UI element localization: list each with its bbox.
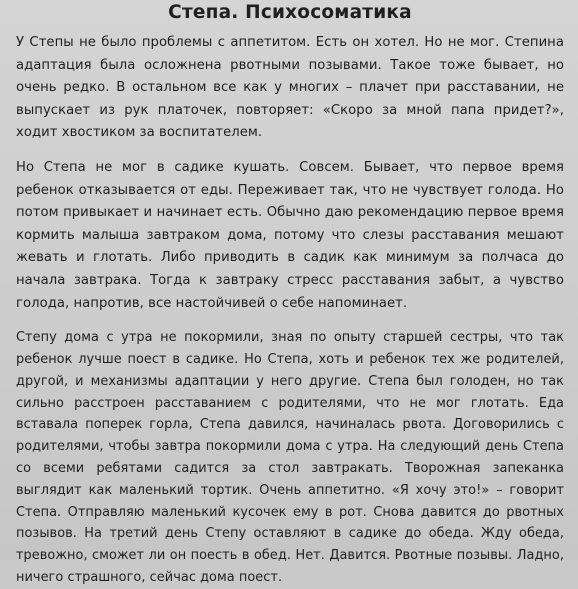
article-title: Степа. Психосоматика: [168, 2, 412, 23]
paragraph-3: Степу дома с утра не покормили, зная по опыту старшей сестры, что так ребенок лучше поест в садике. Но Степа, хоть и ребенок тех же родителей, другой, и механизмы адаптации у него другие. Степа был голоден, но так сильно расстроен расставанием с родителями, что не мог глотать. Еда вставала поперек горла, Степа давился, начиналась рвота. Договорились с родителями, чтобы завтра покормили дома с утра. На следующий день Степа со всеми ребятами садится за стол завтракать. Творожная запеканка выглядит как маленький тортик. Очень аппетитно. «Я хочу это!» – говорит Степа. Отправляю маленький кусочек ему в рот. Снова давится до рвотных позывов. На третий день Степу оставляют в садике до обеда. Жду обеда, тревожно, сможет ли он поесть в обед. Нет. Давится. Рвотные позывы. Ладно, ничего страшного, сейчас дома поест.: [16, 330, 564, 585]
paragraph-1: У Степы не было проблемы с аппетитом. Есть он хотел. Но не мог. Степина адаптация была осложнена рвотными позывами. Такое тоже бывает, но очень редко. В остальном все как у многих – плачет при расставании, не выпускает из рук платочек, повторяет: «Скоро за мной папа придет?», ходит хвостиком за воспитателем.: [16, 35, 564, 141]
paragraph-2: Но Степа не мог в садике кушать. Совсем. Бывает, что первое время ребенок отказывается от еды. Переживает так, что не чувствует голода. Но потом привыкает и начинает есть. Обычно даю рекомендацию первое время кормить малыша завтраком дома, потому что слезы расставания мешают жевать и глотать. Либо приводить в садик как минимум за полчаса до начала завтрака. Тогда к завтраку стресс расставания забыт, а чувство голода, напротив, все настойчивей о себе напоминает.: [16, 159, 564, 311]
